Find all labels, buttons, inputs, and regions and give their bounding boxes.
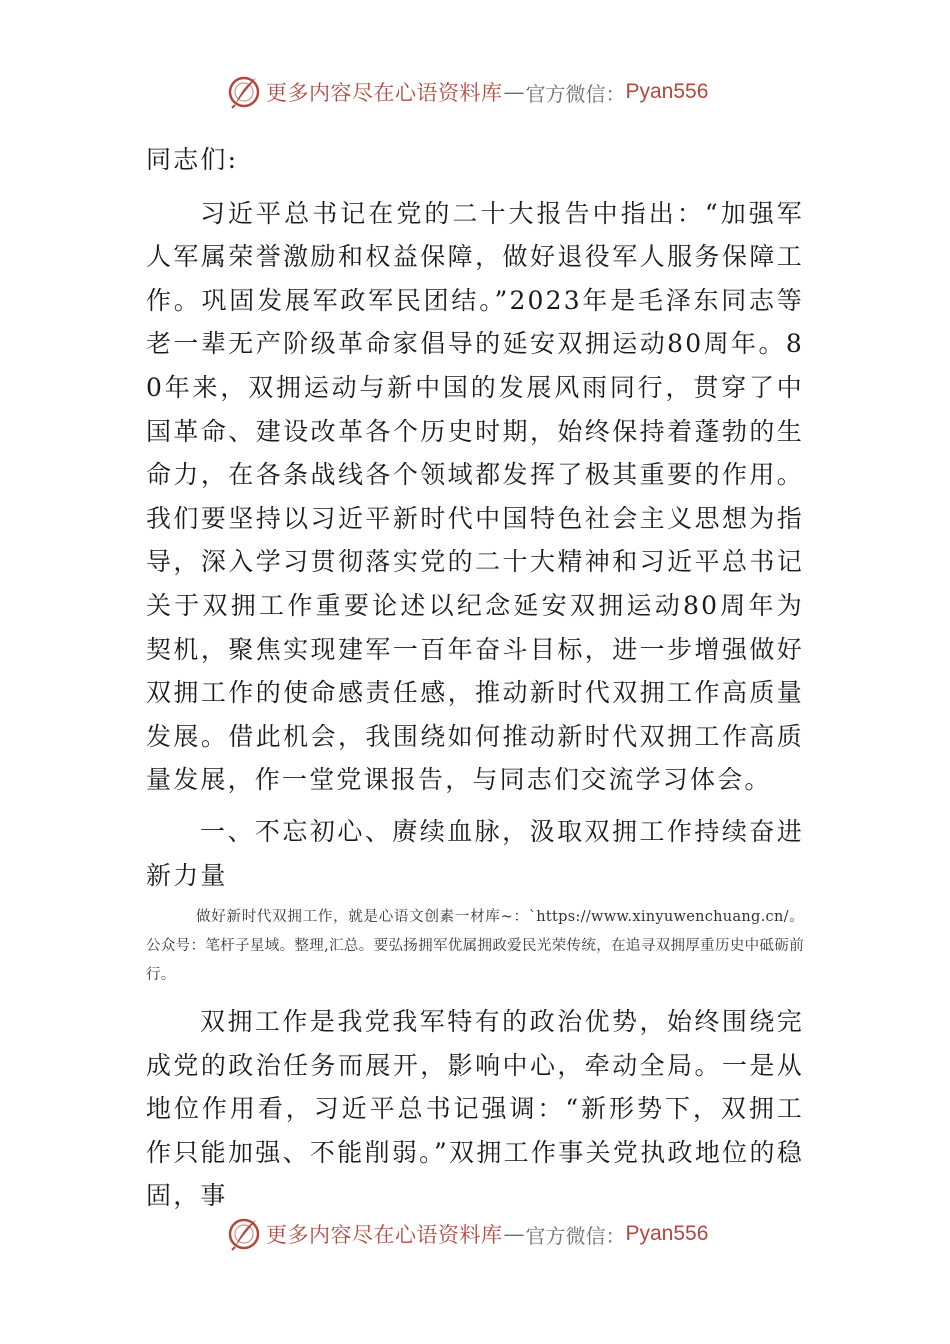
- banner-wechat-id: Pyan556: [625, 1222, 709, 1245]
- banner-brand-text: 更多内容尽在心语资料库: [266, 1223, 503, 1247]
- section-heading-1: 一、不忘初心、赓续血脉，汲取双拥工作持续奋进新力量: [146, 816, 804, 890]
- feather-pen-circle-icon: [226, 1216, 262, 1252]
- banner-wechat-label: 官方微信：: [525, 1223, 626, 1248]
- footer-banner: [226, 1214, 746, 1254]
- banner-brand-text: 更多内容尽在心语资料库: [266, 81, 503, 105]
- banner-separator: —: [503, 1222, 525, 1246]
- source-note: 做好新时代双拥工作，就是心语文创素一材库~：`https://www.xinyuwenchuang.cn/。公众号：笔杆子星域。整理,汇总。要弘扬拥军优属拥政爱民光荣传统，在追寻双拥厚重历史中砥砺前行。: [146, 909, 804, 984]
- feather-pen-circle-icon: [226, 74, 262, 110]
- salutation: 同志们:: [146, 145, 239, 174]
- banner-separator: —: [503, 80, 525, 104]
- document-body: [146, 138, 804, 1218]
- paragraph-section-1: 双拥工作是我党我军特有的政治优势，始终围绕完成党的政治任务而展开，影响中心，牵动全局。一是从地位作用看，习近平总书记强调：“新形势下，双拥工作只能加强、不能削弱。”双拥工作事关党执政地位的稳固，事: [146, 1007, 804, 1211]
- header-banner: [226, 72, 746, 112]
- banner-wechat-label: 官方微信：: [525, 81, 626, 106]
- paragraph-intro: 习近平总书记在党的二十大报告中指出：“加强军人军属荣誉激励和权益保障，做好退役军人服务保障工作。巩固发展军政军民团结。”2023年是毛泽东同志等老一辈无产阶级革命家倡导的延安双拥运动80周年。80年来，双拥运动与新中国的发展风雨同行，贯穿了中国革命、建设改革各个历史时期，始终保持着蓬勃的生命力，在各条战线各个领域都发挥了极其重要的作用。我们要坚持以习近平新时代中国特色社会主义思想为指导，深入学习贯彻落实党的二十大精神和习近平总书记关于双拥工作重要论述以纪念延安双拥运动80周年为契机，聚焦实现建军一百年奋斗目标，进一步增强做好双拥工作的使命感责任感，推动新时代双拥工作高质量发展。借此机会，我围绕如何推动新时代双拥工作高质量发展，作一堂党课报告，与同志们交流学习体会。: [146, 198, 804, 795]
- banner-wechat-id: Pyan556: [625, 80, 709, 103]
